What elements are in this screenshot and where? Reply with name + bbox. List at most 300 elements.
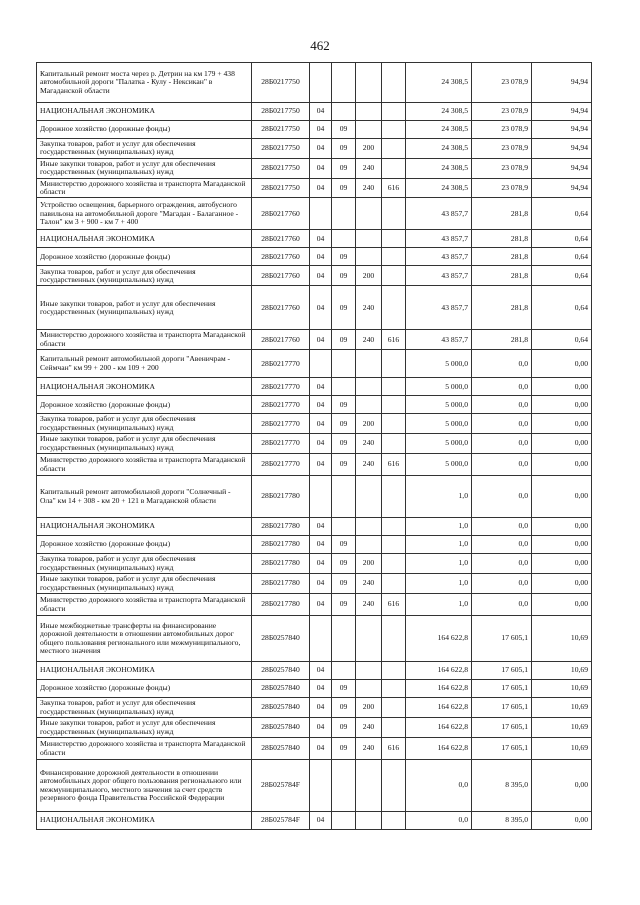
table-cell-code: 28Б0217780 xyxy=(252,554,310,574)
table-cell-plan: 24 308,5 xyxy=(406,139,472,159)
table-cell-name: Министерство дорожного хозяйства и транспорта Магаданской области xyxy=(37,330,252,350)
table-cell-subsection: 09 xyxy=(332,330,356,350)
table-cell-subsection xyxy=(332,103,356,121)
table-cell-code: 28Б0217780 xyxy=(252,536,310,554)
table-cell-name: Дорожное хозяйство (дорожные фонды) xyxy=(37,396,252,414)
table-cell-name: Капитальный ремонт моста через р. Детрин на км 179 + 438 автомобильной дороги "Палатка - Кулу - Нексикан" в Магаданской области xyxy=(37,63,252,103)
table-cell-name: Капитальный ремонт автомобильной дороги "Солнечный - Ола" км 14 + 308 - км 20 + 121 в Магаданской области xyxy=(37,476,252,518)
table-row xyxy=(37,330,592,350)
table-cell-percent: 0,00 xyxy=(532,536,592,554)
table-cell-subsection: 09 xyxy=(332,454,356,476)
table-cell-subsection: 09 xyxy=(332,158,356,178)
table-cell-expense-type xyxy=(356,812,382,830)
table-row xyxy=(37,760,592,812)
table-cell-section: 04 xyxy=(310,434,332,454)
table-cell-expense-type: 240 xyxy=(356,738,382,760)
table-cell-section: 04 xyxy=(310,266,332,286)
table-cell-name: НАЦИОНАЛЬНАЯ ЭКОНОМИКА xyxy=(37,378,252,396)
table-cell-department xyxy=(382,158,406,178)
table-cell-expense-type: 200 xyxy=(356,414,382,434)
table-cell-code: 28Б0217760 xyxy=(252,286,310,330)
table-cell-fact: 17 605,1 xyxy=(472,616,532,662)
table-cell-fact: 0,0 xyxy=(472,414,532,434)
table-cell-department xyxy=(382,396,406,414)
table-cell-section xyxy=(310,198,332,230)
table-cell-code: 28Б0217770 xyxy=(252,414,310,434)
table-cell-department xyxy=(382,698,406,718)
table-cell-name: Иные закупки товаров, работ и услуг для обеспечения государственных (муниципальных) нужд xyxy=(37,718,252,738)
table-cell-fact: 17 605,1 xyxy=(472,718,532,738)
table-cell-section: 04 xyxy=(310,230,332,248)
table-cell-plan: 1,0 xyxy=(406,536,472,554)
table-cell-plan: 164 622,8 xyxy=(406,738,472,760)
table-cell-subsection: 09 xyxy=(332,266,356,286)
table-row xyxy=(37,121,592,139)
table-cell-fact: 0,0 xyxy=(472,594,532,616)
table-cell-name: Иные межбюджетные трансферты на финансирование дорожной деятельности в отношении автомобильных дорог общего пользования регионального или межмуниципального, местного значения xyxy=(37,616,252,662)
table-cell-plan: 5 000,0 xyxy=(406,396,472,414)
table-cell-subsection: 09 xyxy=(332,536,356,554)
table-cell-expense-type xyxy=(356,662,382,680)
table-cell-department: 616 xyxy=(382,178,406,198)
table-cell-expense-type xyxy=(356,476,382,518)
table-cell-percent: 0,00 xyxy=(532,454,592,476)
table-cell-percent: 0,00 xyxy=(532,350,592,378)
table-cell-fact: 0,0 xyxy=(472,378,532,396)
table-cell-department xyxy=(382,63,406,103)
page-number: 462 xyxy=(310,38,330,53)
table-cell-name: Устройство освещения, барьерного ограждения, автобусного павильона на автомобильной дороге "Магадан - Балаганное - Талон" км 3 + 900 - км 7 + 400 xyxy=(37,198,252,230)
table-cell-subsection xyxy=(332,760,356,812)
table-cell-subsection xyxy=(332,378,356,396)
table-cell-subsection: 09 xyxy=(332,178,356,198)
table-cell-percent: 0,64 xyxy=(532,330,592,350)
table-cell-plan: 43 857,7 xyxy=(406,286,472,330)
table-cell-code: 28Б0217770 xyxy=(252,378,310,396)
table-cell-expense-type xyxy=(356,198,382,230)
table-cell-name: Закупка товаров, работ и услуг для обеспечения государственных (муниципальных) нужд xyxy=(37,414,252,434)
table-cell-department xyxy=(382,662,406,680)
table-cell-code: 28Б0217770 xyxy=(252,454,310,476)
table-cell-department xyxy=(382,574,406,594)
table-cell-department xyxy=(382,718,406,738)
table-row xyxy=(37,616,592,662)
table-cell-department xyxy=(382,378,406,396)
table-row xyxy=(37,662,592,680)
table-row xyxy=(37,812,592,830)
table-cell-fact: 281,8 xyxy=(472,330,532,350)
table-cell-fact: 281,8 xyxy=(472,198,532,230)
table-cell-subsection xyxy=(332,616,356,662)
table-cell-name: НАЦИОНАЛЬНАЯ ЭКОНОМИКА xyxy=(37,103,252,121)
table-cell-subsection: 09 xyxy=(332,738,356,760)
table-cell-code: 28Б025784F xyxy=(252,760,310,812)
table-cell-plan: 164 622,8 xyxy=(406,698,472,718)
table-cell-fact: 8 395,0 xyxy=(472,760,532,812)
table-cell-percent: 0,64 xyxy=(532,248,592,266)
table-row xyxy=(37,178,592,198)
table-cell-expense-type xyxy=(356,248,382,266)
table-cell-plan: 0,0 xyxy=(406,812,472,830)
table-cell-code: 28Б0217760 xyxy=(252,266,310,286)
table-cell-section: 04 xyxy=(310,121,332,139)
table-cell-code: 28Б0217760 xyxy=(252,198,310,230)
table-cell-percent: 10,69 xyxy=(532,698,592,718)
table-cell-code: 28Б0217750 xyxy=(252,158,310,178)
table-cell-expense-type xyxy=(356,121,382,139)
table-cell-section xyxy=(310,476,332,518)
table-cell-plan: 43 857,7 xyxy=(406,330,472,350)
table-cell-fact: 0,0 xyxy=(472,434,532,454)
table-cell-department xyxy=(382,536,406,554)
table-cell-section xyxy=(310,616,332,662)
table-cell-name: НАЦИОНАЛЬНАЯ ЭКОНОМИКА xyxy=(37,662,252,680)
table-cell-expense-type xyxy=(356,536,382,554)
table-cell-department xyxy=(382,350,406,378)
table-cell-department xyxy=(382,518,406,536)
table-cell-fact: 0,0 xyxy=(472,518,532,536)
table-cell-subsection xyxy=(332,230,356,248)
table-cell-section: 04 xyxy=(310,248,332,266)
table-cell-section: 04 xyxy=(310,286,332,330)
table-cell-department xyxy=(382,266,406,286)
table-cell-name: НАЦИОНАЛЬНАЯ ЭКОНОМИКА xyxy=(37,230,252,248)
table-cell-expense-type xyxy=(356,680,382,698)
table-row xyxy=(37,350,592,378)
table-cell-percent: 0,64 xyxy=(532,230,592,248)
table-cell-section: 04 xyxy=(310,594,332,616)
table-cell-section: 04 xyxy=(310,554,332,574)
table-cell-name: НАЦИОНАЛЬНАЯ ЭКОНОМИКА xyxy=(37,812,252,830)
table-cell-subsection: 09 xyxy=(332,121,356,139)
table-cell-fact: 23 078,9 xyxy=(472,103,532,121)
table-cell-percent: 94,94 xyxy=(532,63,592,103)
table-cell-section: 04 xyxy=(310,738,332,760)
table-cell-section: 04 xyxy=(310,139,332,159)
table-row xyxy=(37,536,592,554)
table-row xyxy=(37,574,592,594)
table-cell-code: 28Б0217750 xyxy=(252,121,310,139)
table-cell-fact: 0,0 xyxy=(472,476,532,518)
table-cell-percent: 10,69 xyxy=(532,616,592,662)
table-cell-name: Дорожное хозяйство (дорожные фонды) xyxy=(37,680,252,698)
table-cell-department xyxy=(382,286,406,330)
table-cell-name: НАЦИОНАЛЬНАЯ ЭКОНОМИКА xyxy=(37,518,252,536)
table-cell-name: Иные закупки товаров, работ и услуг для обеспечения государственных (муниципальных) нужд xyxy=(37,574,252,594)
table-row xyxy=(37,434,592,454)
table-cell-code: 28Б0217760 xyxy=(252,248,310,266)
table-cell-percent: 0,00 xyxy=(532,594,592,616)
table-cell-fact: 17 605,1 xyxy=(472,738,532,760)
table-cell-fact: 281,8 xyxy=(472,230,532,248)
table-row xyxy=(37,63,592,103)
table-row xyxy=(37,286,592,330)
table-cell-expense-type xyxy=(356,616,382,662)
table-cell-plan: 1,0 xyxy=(406,476,472,518)
table-cell-code: 28Б0217780 xyxy=(252,476,310,518)
table-cell-expense-type: 200 xyxy=(356,139,382,159)
table-cell-fact: 23 078,9 xyxy=(472,178,532,198)
table-cell-name: Министерство дорожного хозяйства и транспорта Магаданской области xyxy=(37,454,252,476)
table-row xyxy=(37,198,592,230)
table-cell-expense-type: 200 xyxy=(356,266,382,286)
table-cell-name: Иные закупки товаров, работ и услуг для обеспечения государственных (муниципальных) нужд xyxy=(37,434,252,454)
table-cell-percent: 10,69 xyxy=(532,662,592,680)
table-row xyxy=(37,378,592,396)
table-cell-percent: 0,00 xyxy=(532,574,592,594)
table-cell-code: 28Б0217780 xyxy=(252,518,310,536)
table-row xyxy=(37,230,592,248)
table-cell-fact: 0,0 xyxy=(472,396,532,414)
table-cell-subsection: 09 xyxy=(332,396,356,414)
table-cell-percent: 10,69 xyxy=(532,680,592,698)
table-cell-fact: 0,0 xyxy=(472,454,532,476)
table-cell-percent: 0,00 xyxy=(532,434,592,454)
table-cell-subsection: 09 xyxy=(332,414,356,434)
table-cell-plan: 24 308,5 xyxy=(406,121,472,139)
table-cell-expense-type: 240 xyxy=(356,718,382,738)
table-cell-plan: 43 857,7 xyxy=(406,198,472,230)
table-cell-name: Министерство дорожного хозяйства и транспорта Магаданской области xyxy=(37,594,252,616)
table-cell-percent: 0,00 xyxy=(532,518,592,536)
table-cell-subsection: 09 xyxy=(332,554,356,574)
table-row xyxy=(37,476,592,518)
table-cell-name: Закупка товаров, работ и услуг для обеспечения государственных (муниципальных) нужд xyxy=(37,266,252,286)
table-row xyxy=(37,158,592,178)
table-cell-fact: 8 395,0 xyxy=(472,812,532,830)
table-row xyxy=(37,554,592,574)
table-cell-expense-type xyxy=(356,230,382,248)
table-cell-section: 04 xyxy=(310,330,332,350)
table-cell-subsection xyxy=(332,662,356,680)
table-cell-plan: 164 622,8 xyxy=(406,680,472,698)
table-cell-subsection: 09 xyxy=(332,594,356,616)
table-cell-department xyxy=(382,139,406,159)
table-cell-name: Закупка товаров, работ и услуг для обеспечения государственных (муниципальных) нужд xyxy=(37,554,252,574)
table-cell-fact: 23 078,9 xyxy=(472,121,532,139)
table-row xyxy=(37,103,592,121)
table-cell-percent: 0,00 xyxy=(532,414,592,434)
table-cell-expense-type: 240 xyxy=(356,574,382,594)
table-cell-fact: 0,0 xyxy=(472,350,532,378)
table-cell-plan: 1,0 xyxy=(406,518,472,536)
table-cell-expense-type: 200 xyxy=(356,698,382,718)
table-cell-subsection: 09 xyxy=(332,574,356,594)
table-cell-code: 28Б0217770 xyxy=(252,396,310,414)
table-cell-expense-type: 240 xyxy=(356,178,382,198)
table-cell-code: 28Б0257840 xyxy=(252,738,310,760)
table-cell-expense-type: 200 xyxy=(356,554,382,574)
table-cell-section: 04 xyxy=(310,396,332,414)
table-cell-name: Иные закупки товаров, работ и услуг для обеспечения государственных (муниципальных) нужд xyxy=(37,286,252,330)
table-cell-fact: 17 605,1 xyxy=(472,680,532,698)
table-cell-section: 04 xyxy=(310,698,332,718)
table-cell-fact: 23 078,9 xyxy=(472,63,532,103)
table-cell-subsection: 09 xyxy=(332,248,356,266)
table-row xyxy=(37,738,592,760)
table-cell-expense-type xyxy=(356,350,382,378)
table-cell-code: 28Б0217780 xyxy=(252,574,310,594)
table-cell-department xyxy=(382,476,406,518)
table-cell-expense-type: 240 xyxy=(356,158,382,178)
table-cell-expense-type: 240 xyxy=(356,286,382,330)
table-cell-department xyxy=(382,812,406,830)
table-cell-subsection xyxy=(332,476,356,518)
table-cell-department xyxy=(382,198,406,230)
table-cell-plan: 24 308,5 xyxy=(406,158,472,178)
table-cell-fact: 23 078,9 xyxy=(472,158,532,178)
table-cell-plan: 43 857,7 xyxy=(406,248,472,266)
table-cell-expense-type xyxy=(356,63,382,103)
table-cell-code: 28Б0217760 xyxy=(252,230,310,248)
table-cell-code: 28Б0217760 xyxy=(252,330,310,350)
table-cell-subsection: 09 xyxy=(332,718,356,738)
table-cell-department xyxy=(382,248,406,266)
table-cell-code: 28Б0217750 xyxy=(252,63,310,103)
table-cell-expense-type: 240 xyxy=(356,434,382,454)
table-cell-plan: 164 622,8 xyxy=(406,616,472,662)
table-cell-code: 28Б0257840 xyxy=(252,616,310,662)
table-cell-department: 616 xyxy=(382,594,406,616)
table-cell-percent: 94,94 xyxy=(532,139,592,159)
table-cell-plan: 5 000,0 xyxy=(406,434,472,454)
table-cell-section: 04 xyxy=(310,536,332,554)
table-cell-plan: 43 857,7 xyxy=(406,266,472,286)
table-cell-percent: 0,64 xyxy=(532,198,592,230)
table-row xyxy=(37,718,592,738)
table-cell-percent: 0,00 xyxy=(532,396,592,414)
table-cell-section xyxy=(310,760,332,812)
table-cell-expense-type xyxy=(356,518,382,536)
table-row xyxy=(37,680,592,698)
table-row xyxy=(37,594,592,616)
table-cell-plan: 0,0 xyxy=(406,760,472,812)
table-cell-code: 28Б0257840 xyxy=(252,680,310,698)
table-cell-expense-type xyxy=(356,396,382,414)
table-cell-percent: 94,94 xyxy=(532,178,592,198)
table-cell-name: Финансирование дорожной деятельности в отношении автомобильных дорог общего пользования регионального или межмуниципального, местного значения за счет средств резервного фонда Правительства Российской Федерации xyxy=(37,760,252,812)
table-cell-section: 04 xyxy=(310,454,332,476)
table-cell-name: Дорожное хозяйство (дорожные фонды) xyxy=(37,536,252,554)
table-cell-section: 04 xyxy=(310,178,332,198)
table-cell-subsection: 09 xyxy=(332,139,356,159)
table-cell-section: 04 xyxy=(310,518,332,536)
table-cell-subsection xyxy=(332,63,356,103)
table-cell-fact: 0,0 xyxy=(472,554,532,574)
table-cell-plan: 1,0 xyxy=(406,574,472,594)
table-cell-percent: 0,00 xyxy=(532,812,592,830)
table-cell-department xyxy=(382,616,406,662)
table-cell-expense-type: 240 xyxy=(356,454,382,476)
table-cell-plan: 1,0 xyxy=(406,594,472,616)
table-cell-plan: 24 308,5 xyxy=(406,178,472,198)
table-cell-department xyxy=(382,760,406,812)
table-cell-subsection xyxy=(332,198,356,230)
table-cell-expense-type: 240 xyxy=(356,594,382,616)
table-cell-section: 04 xyxy=(310,662,332,680)
table-row xyxy=(37,454,592,476)
table-cell-name: Закупка товаров, работ и услуг для обеспечения государственных (муниципальных) нужд xyxy=(37,698,252,718)
table-row xyxy=(37,698,592,718)
table-cell-percent: 94,94 xyxy=(532,158,592,178)
table-cell-section: 04 xyxy=(310,574,332,594)
table-cell-fact: 17 605,1 xyxy=(472,698,532,718)
table-cell-subsection: 09 xyxy=(332,698,356,718)
table-cell-department: 616 xyxy=(382,738,406,760)
table-cell-name: Дорожное хозяйство (дорожные фонды) xyxy=(37,248,252,266)
table-cell-percent: 10,69 xyxy=(532,718,592,738)
table-cell-section: 04 xyxy=(310,718,332,738)
table-cell-section: 04 xyxy=(310,378,332,396)
table-row xyxy=(37,414,592,434)
table-cell-fact: 281,8 xyxy=(472,286,532,330)
table-cell-section: 04 xyxy=(310,158,332,178)
table-cell-percent: 0,64 xyxy=(532,266,592,286)
table-cell-plan: 164 622,8 xyxy=(406,718,472,738)
table-cell-department xyxy=(382,103,406,121)
table-cell-department: 616 xyxy=(382,454,406,476)
table-cell-department xyxy=(382,230,406,248)
table-cell-subsection: 09 xyxy=(332,680,356,698)
table-cell-plan: 24 308,5 xyxy=(406,63,472,103)
table-row xyxy=(37,396,592,414)
table-cell-plan: 164 622,8 xyxy=(406,662,472,680)
table-row xyxy=(37,266,592,286)
table-cell-percent: 0,00 xyxy=(532,554,592,574)
table-cell-code: 28Б0217770 xyxy=(252,434,310,454)
table-cell-plan: 43 857,7 xyxy=(406,230,472,248)
table-cell-subsection xyxy=(332,812,356,830)
table-cell-plan: 5 000,0 xyxy=(406,378,472,396)
table-cell-section xyxy=(310,350,332,378)
table-cell-name: Закупка товаров, работ и услуг для обеспечения государственных (муниципальных) нужд xyxy=(37,139,252,159)
table-cell-department xyxy=(382,414,406,434)
table-cell-code: 28Б025784F xyxy=(252,812,310,830)
table-cell-expense-type xyxy=(356,378,382,396)
table-cell-expense-type xyxy=(356,103,382,121)
table-cell-expense-type: 240 xyxy=(356,330,382,350)
table-cell-fact: 0,0 xyxy=(472,574,532,594)
table-cell-fact: 0,0 xyxy=(472,536,532,554)
table-cell-subsection: 09 xyxy=(332,434,356,454)
table-cell-plan: 5 000,0 xyxy=(406,454,472,476)
table-cell-code: 28Б0257840 xyxy=(252,698,310,718)
table-cell-department xyxy=(382,680,406,698)
table-cell-name: Капитальный ремонт автомобильной дороги "Авеничрам - Сеймчан" км 99 + 200 - км 109 + 200 xyxy=(37,350,252,378)
table-cell-code: 28Б0217780 xyxy=(252,594,310,616)
table-cell-department: 616 xyxy=(382,330,406,350)
table-cell-section xyxy=(310,63,332,103)
table-cell-percent: 0,00 xyxy=(532,760,592,812)
table-cell-department xyxy=(382,554,406,574)
table-cell-subsection: 09 xyxy=(332,286,356,330)
table-cell-code: 28Б0217750 xyxy=(252,178,310,198)
table-cell-name: Министерство дорожного хозяйства и транспорта Магаданской области xyxy=(37,738,252,760)
table-cell-subsection xyxy=(332,350,356,378)
table-row xyxy=(37,248,592,266)
table-cell-percent: 94,94 xyxy=(532,121,592,139)
table-cell-code: 28Б0217750 xyxy=(252,103,310,121)
table-cell-percent: 0,00 xyxy=(532,378,592,396)
table-cell-code: 28Б0257840 xyxy=(252,718,310,738)
table-cell-name: Министерство дорожного хозяйства и транспорта Магаданской области xyxy=(37,178,252,198)
table-cell-subsection xyxy=(332,518,356,536)
table-cell-code: 28Б0257840 xyxy=(252,662,310,680)
table-cell-section: 04 xyxy=(310,103,332,121)
table-cell-code: 28Б0217770 xyxy=(252,350,310,378)
table-cell-percent: 0,64 xyxy=(532,286,592,330)
table-cell-section: 04 xyxy=(310,680,332,698)
